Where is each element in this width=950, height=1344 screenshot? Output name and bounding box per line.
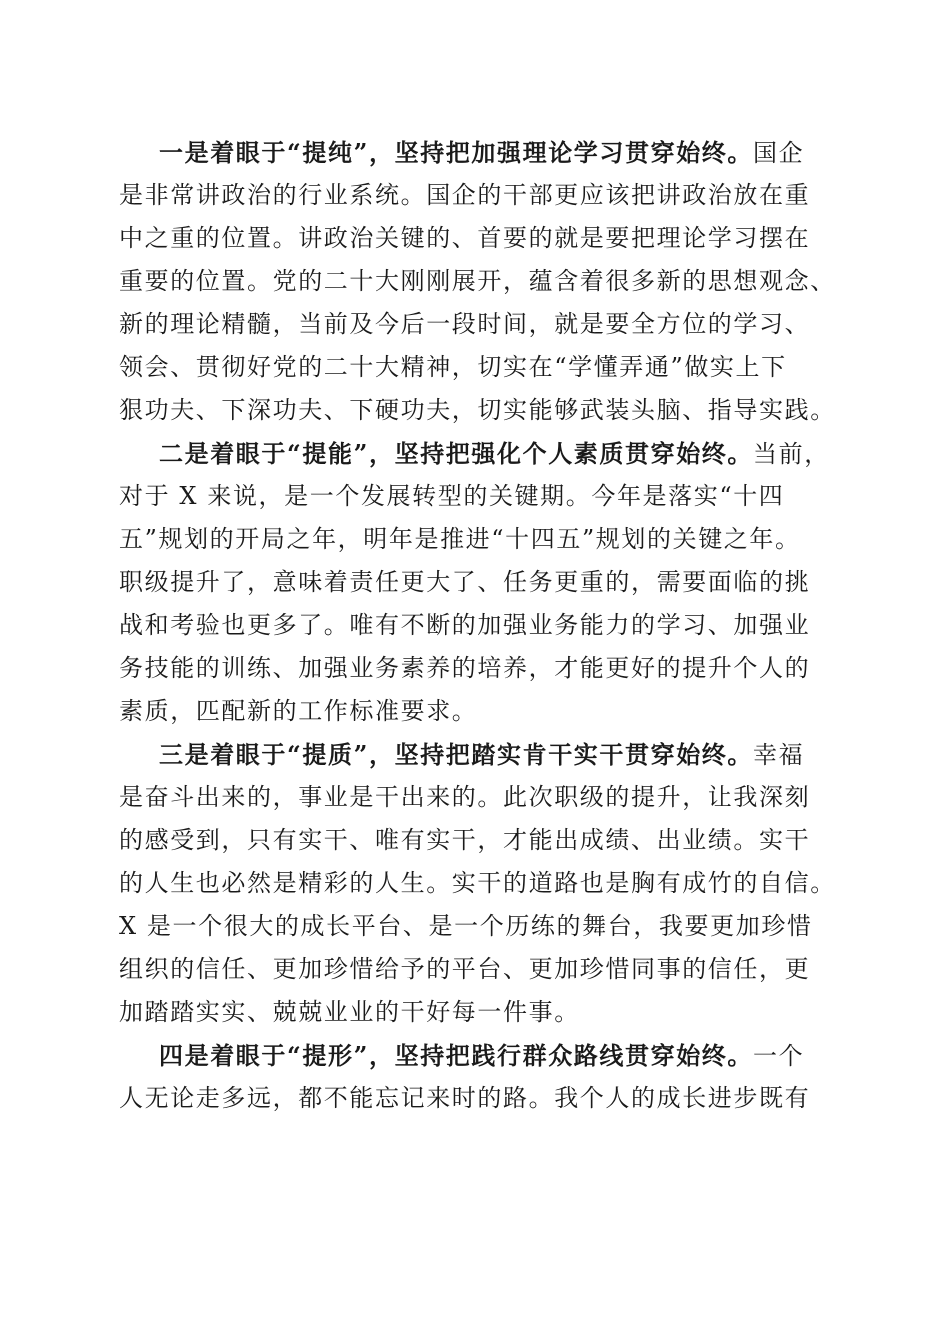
paragraph-lead: 一是着眼于“提纯”，坚持把加强理论学习贯穿始终。: [159, 138, 754, 167]
paragraph-text: 国企: [753, 139, 805, 167]
paragraph-lead: 二是着眼于“提能”，坚持把强化个人素质贯穿始终。: [159, 439, 754, 468]
paragraph-first-line: [119, 131, 841, 174]
paragraph-text: 当前，: [753, 440, 830, 468]
paragraph-line: 的人生也必然是精彩的人生。实干的道路也是胸有成竹的自信。: [119, 869, 836, 897]
paragraph-line: 狠功夫、下深功夫、下硬功夫，切实能够武装头脑、指导实践。: [119, 396, 836, 424]
paragraph-first-line: [119, 1034, 841, 1077]
paragraph-line: X 是一个很大的成长平台、是一个历练的舞台，我要更加珍惜: [119, 912, 813, 940]
paragraph-line: 的感受到，只有实干、唯有实干，才能出成绩、出业绩。实干: [119, 826, 811, 854]
paragraph-line: 对于 X 来说，是一个发展转型的关键期。今年是落实“十四: [119, 482, 785, 510]
paragraph-line: 务技能的训练、加强业务素养的培养，才能更好的提升个人的: [119, 654, 811, 682]
paragraph-first-line: [119, 733, 841, 776]
paragraph-lead: 四是着眼于“提形”，坚持把践行群众路线贯穿始终。: [159, 1041, 754, 1070]
paragraph-lead: 三是着眼于“提质”，坚持把踏实肯干实干贯穿始终。: [159, 740, 754, 769]
paragraph-line: 领会、贯彻好党的二十大精神，切实在“学懂弄通”做实上下: [119, 353, 787, 381]
paragraph-text: 幸福: [753, 741, 805, 769]
paragraph-line: 是奋斗出来的，事业是干出来的。此次职级的提升，让我深刻: [119, 783, 811, 811]
paragraph-line: 职级提升了，意味着责任更大了、任务更重的，需要面临的挑: [119, 568, 811, 596]
paragraph-line: 加踏踏实实、兢兢业业的干好每一件事。: [119, 998, 580, 1026]
paragraph-line: 人无论走多远，都不能忘记来时的路。我个人的成长进步既有: [119, 1084, 811, 1112]
paragraph-line: 五”规划的开局之年，明年是推进“十四五”规划的关键之年。: [119, 525, 801, 553]
paragraph-line: 素质，匹配新的工作标准要求。: [119, 697, 478, 725]
paragraph-line: 战和考验也更多了。唯有不断的加强业务能力的学习、加强业: [119, 611, 811, 639]
paragraph-line: 组织的信任、更加珍惜给予的平台、更加珍惜同事的信任，更: [119, 955, 811, 983]
paragraph-line: 是非常讲政治的行业系统。国企的干部更应该把讲政治放在重: [119, 181, 811, 209]
paragraph-first-line: [119, 432, 841, 475]
paragraph-line: 新的理论精髓，当前及今后一段时间，就是要全方位的学习、: [119, 310, 811, 338]
paragraph-2: [119, 432, 841, 733]
paragraph-1: [119, 131, 841, 432]
paragraph-line: 重要的位置。党的二十大刚刚展开，蕴含着很多新的思想观念、: [119, 267, 836, 295]
paragraph-3: [119, 733, 841, 1034]
paragraph-4: [119, 1034, 841, 1120]
paragraph-text: 一个: [753, 1042, 805, 1070]
document-page: [119, 131, 841, 1120]
paragraph-line: 中之重的位置。讲政治关键的、首要的就是要把理论学习摆在: [119, 224, 811, 252]
